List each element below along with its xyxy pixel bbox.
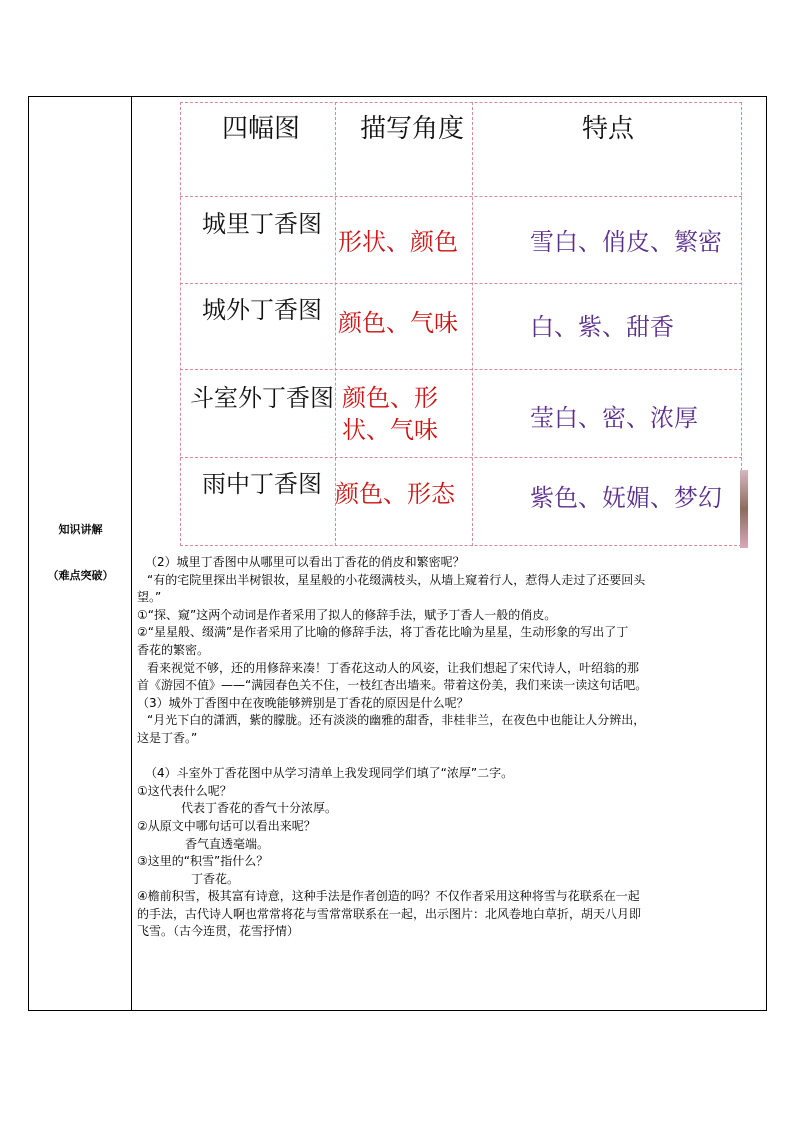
text-line: ②从原文中哪句话可以看出来呢？: [137, 818, 316, 833]
text-line: 香花的繁密。: [137, 642, 210, 657]
text-line: ①这代表什么呢？: [137, 783, 232, 798]
text-line: 丁香花。: [191, 871, 240, 886]
text-line: 看来视觉不够，还的用修辞来凑！丁香花这动人的风姿，让我们想起了宋代诗人，叶绍翁的那: [147, 660, 640, 675]
text-line: 代表丁香花的香气十分浓厚。: [181, 801, 338, 816]
summary-table-image: [180, 102, 742, 546]
text-line: ④檐前积雪，极其富有诗意，这种手法是作者创造的吗？不仅作者采用这种将雪与花联系在一起: [137, 889, 640, 904]
lesson-text: [137, 554, 762, 941]
grid-divider: [472, 102, 473, 546]
text-line: “月光下白的潇洒，紫的朦胧。还有淡淡的幽雅的甜香，非桂非兰，在夜色中也能让人分辨出，: [147, 713, 646, 728]
text-line: （2）城里丁香图中从哪里可以看出丁香花的俏皮和繁密呢？: [145, 555, 465, 569]
text-line: “有的宅院里探出半树银妆，星星般的小花缀满枝头，从墙上窥着行人，惹得人走过了还要回头: [147, 572, 646, 587]
row-name: 雨中丁香图: [202, 470, 322, 498]
row-angle: 颜色、气味: [338, 309, 458, 337]
text-line: ②“星星般、缀满”是作者采用了比喻的修辞手法，将丁香花比喻为星星，生动形象的写出了丁: [137, 625, 629, 640]
row-feature: 白、紫、甜香: [530, 313, 674, 341]
row-feature: 雪白、俏皮、繁密: [530, 228, 722, 256]
section-label-cell: [29, 97, 132, 1010]
header-angle: 描写角度: [360, 114, 465, 144]
row-angle: 颜色、形态: [335, 480, 455, 508]
text-line: 飞雪。（古今连贯，花雪抒情）: [137, 924, 300, 939]
grid-divider: [180, 457, 742, 458]
blank-line: [137, 748, 762, 766]
text-line: （4）斗室外丁香花图中从学习清单上我发现同学们填了“浓厚”二字。: [145, 766, 514, 781]
row-name: 城里丁香图: [202, 210, 322, 238]
header-pictures: 四幅图: [222, 114, 301, 144]
text-line: 香气直透毫端。: [185, 836, 270, 851]
flower-image-edge: [740, 470, 748, 548]
text-line: 望。”: [137, 590, 162, 605]
header-features: 特点: [582, 114, 635, 144]
text-line: ①“探、窥”这两个动词是作者采用了拟人的修辞手法，赋予丁香人一般的俏皮。: [137, 607, 557, 622]
row-feature: 紫色、妩媚、梦幻: [530, 484, 722, 512]
grid-divider: [180, 283, 742, 284]
row-feature: 莹白、密、浓厚: [530, 404, 698, 432]
grid-divider: [180, 545, 742, 546]
text-line: 这是丁香。”: [137, 730, 198, 745]
text-line: 首《游园不值》——“满园春色关不住，一枝红杏出墙来。带着这份美，我们来读一读这句话吧。: [137, 678, 648, 693]
row-name: 城外丁香图: [202, 296, 322, 324]
grid-divider: [180, 196, 742, 197]
row-angle: 形状、颜色: [338, 228, 458, 256]
grid-divider: [180, 369, 742, 370]
text-line: 的手法，古代诗人啊也常常将花与雪常常联系在一起，出示图片：北风卷地白草折，胡天八月即: [137, 906, 642, 921]
row-name: 斗室外丁香图: [190, 384, 334, 412]
row-angle: 颜色、形状、气味: [342, 384, 438, 444]
text-line: ③这里的“积雪”指什么？: [137, 854, 269, 869]
section-label: 知识讲解: [58, 523, 103, 536]
text-line: （3）城外丁香图中在夜晚能够辨别是丁香花的原因是什么呢？: [137, 695, 469, 710]
section-sublabel: （难点突破）: [47, 569, 114, 582]
